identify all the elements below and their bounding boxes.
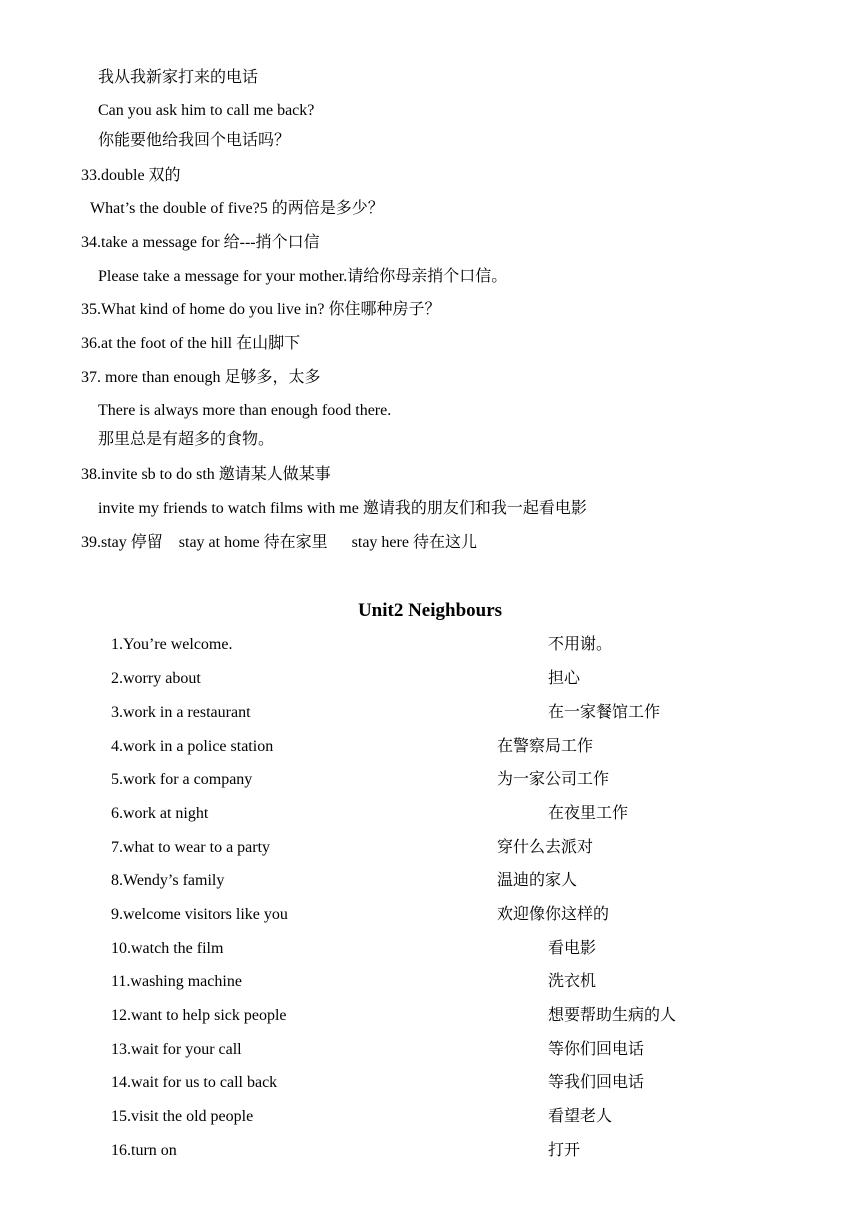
example-sentence: Please take a message for your mother.请给你母亲捎个口信。	[98, 268, 508, 285]
vocab-chinese: 看电影	[548, 940, 597, 957]
vocab-chinese: 想要帮助生病的人	[548, 1007, 677, 1024]
vocab-chinese: 担心	[548, 670, 581, 687]
vocab-item	[0, 804, 860, 826]
vocab-chinese: 欢迎像你这样的	[497, 906, 610, 923]
entry-39: 39.stay 停留 stay at home 待在家里 stay here 待在这儿	[81, 534, 477, 551]
vocab-english: 13.wait for your call	[111, 1041, 242, 1058]
vocab-item	[0, 703, 860, 725]
vocab-item	[0, 972, 860, 994]
vocab-english: 9.welcome visitors like you	[111, 906, 288, 923]
entry-35: 35.What kind of home do you live in? 你住哪种房子？	[81, 301, 441, 318]
vocab-english: 11.washing machine	[111, 973, 242, 990]
vocab-item	[0, 1073, 860, 1095]
vocab-chinese: 在一家餐馆工作	[548, 704, 661, 721]
vocab-item	[0, 669, 860, 691]
vocab-item	[0, 635, 860, 657]
vocab-item	[0, 737, 860, 759]
vocab-english: 10.watch the film	[111, 940, 224, 957]
text-line: 我从我新家打来的电话	[98, 69, 259, 86]
example-translation: 你能要他给我回个电话吗？	[98, 132, 291, 149]
entry-36: 36.at the foot of the hill 在山脚下	[81, 335, 301, 352]
vocab-chinese: 等我们回电话	[548, 1074, 645, 1091]
vocab-chinese: 等你们回电话	[548, 1041, 645, 1058]
example-sentence: What’s the double of five?5 的两倍是多少？	[90, 200, 384, 217]
vocab-chinese: 打开	[548, 1142, 581, 1159]
vocab-english: 12.want to help sick people	[111, 1007, 287, 1024]
vocab-english: 6.work at night	[111, 805, 209, 822]
vocab-item	[0, 1006, 860, 1028]
vocab-chinese: 不用谢。	[548, 636, 613, 653]
vocab-item	[0, 1040, 860, 1062]
vocab-english: 16.turn on	[111, 1142, 177, 1159]
vocab-item	[0, 939, 860, 961]
vocab-item	[0, 905, 860, 927]
vocab-chinese: 看望老人	[548, 1108, 613, 1125]
vocab-chinese: 洗衣机	[548, 973, 597, 990]
vocab-english: 8.Wendy’s family	[111, 872, 225, 889]
entry-37: 37. more than enough 足够多，太多	[81, 369, 321, 386]
vocab-chinese: 温迪的家人	[497, 872, 578, 889]
entry-34: 34.take a message for 给---捎个口信	[81, 234, 320, 251]
vocab-item	[0, 838, 860, 860]
vocab-english: 4.work in a police station	[111, 738, 274, 755]
vocab-item	[0, 1141, 860, 1163]
entry-33: 33.double 双的	[81, 167, 181, 184]
vocab-english: 7.what to wear to a party	[111, 839, 271, 856]
vocab-english: 14.wait for us to call back	[111, 1074, 278, 1091]
vocab-chinese: 在警察局工作	[497, 738, 594, 755]
example-sentence: There is always more than enough food there.	[98, 402, 392, 419]
example-sentence: Can you ask him to call me back?	[98, 102, 315, 119]
vocab-chinese: 为一家公司工作	[497, 771, 610, 788]
vocab-english: 2.worry about	[111, 670, 201, 687]
vocab-chinese: 在夜里工作	[548, 805, 629, 822]
entry-38: 38.invite sb to do sth 邀请某人做某事	[81, 466, 331, 483]
unit-title: Unit2 Neighbours	[357, 600, 503, 621]
example-translation: 那里总是有超多的食物。	[98, 431, 275, 448]
vocab-chinese: 穿什么去派对	[497, 839, 594, 856]
vocab-item	[0, 770, 860, 792]
vocab-item	[0, 871, 860, 893]
vocab-english: 5.work for a company	[111, 771, 253, 788]
vocab-english: 3.work in a restaurant	[111, 704, 251, 721]
vocab-item	[0, 1107, 860, 1129]
vocab-english: 1.You’re welcome.	[111, 636, 233, 653]
vocab-english: 15.visit the old people	[111, 1108, 254, 1125]
example-sentence: invite my friends to watch films with me 邀请我的朋友们和我一起看电影	[98, 500, 587, 517]
